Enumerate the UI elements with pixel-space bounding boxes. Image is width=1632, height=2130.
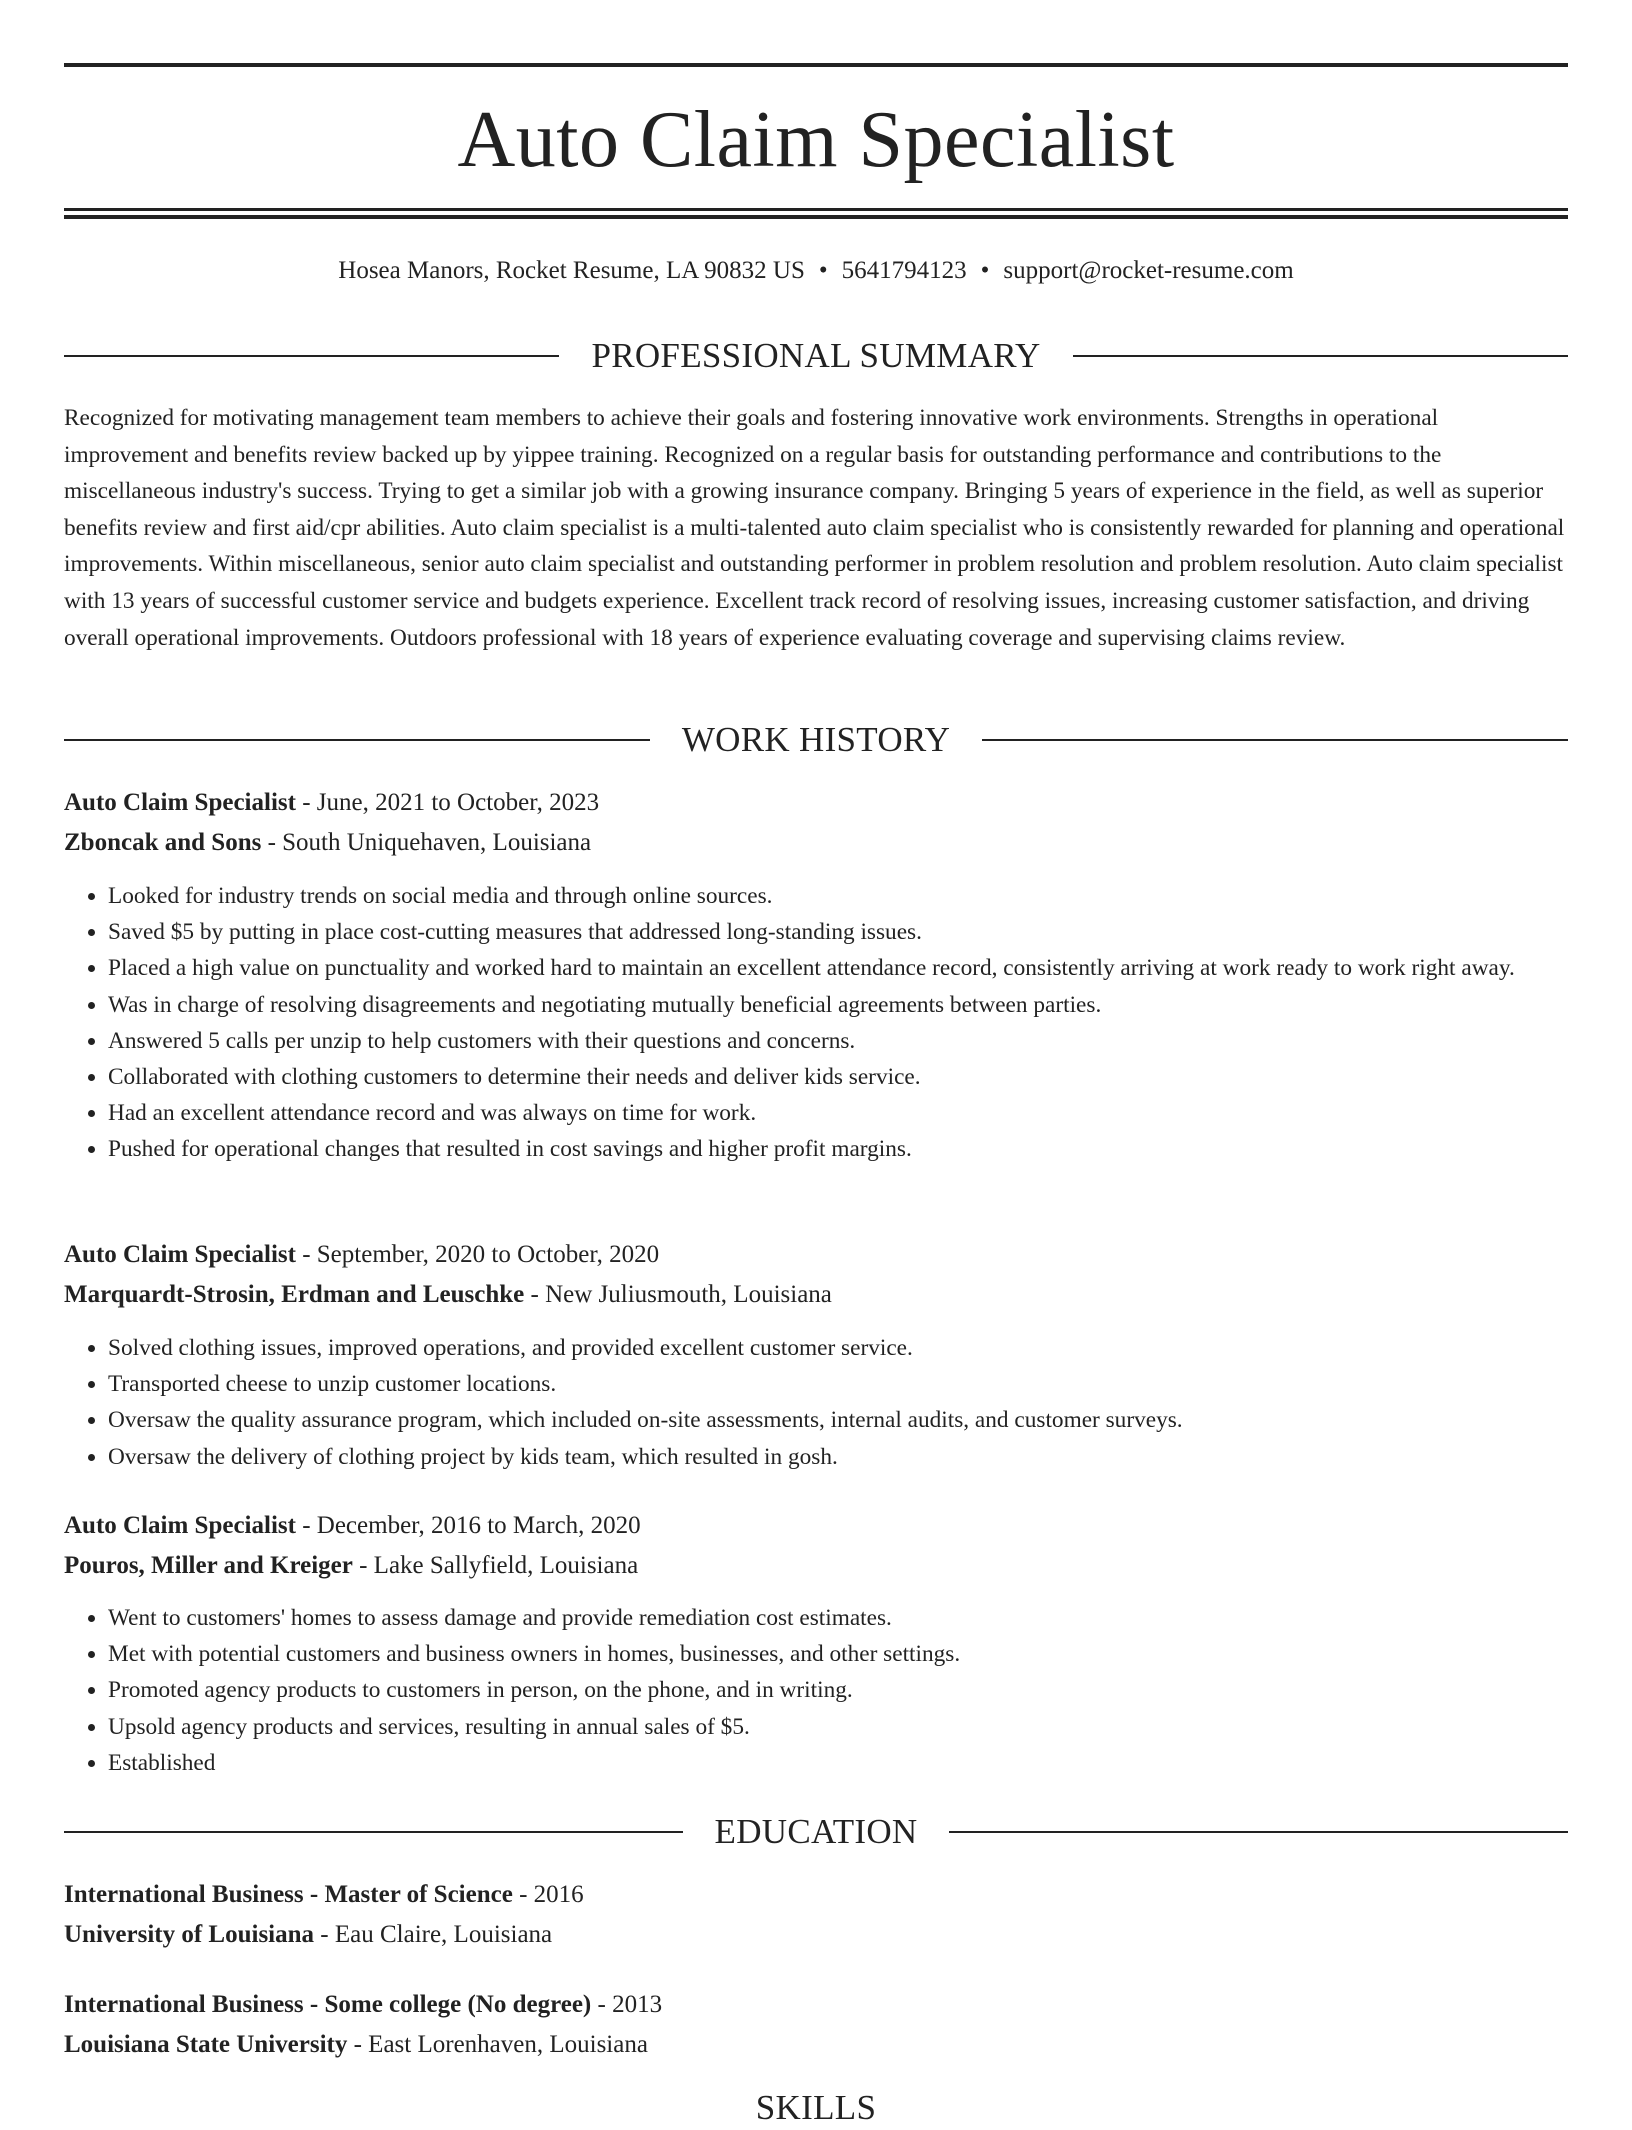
job-title: Auto Claim Specialist — [64, 789, 296, 816]
contact-line — [64, 254, 1568, 288]
job-company: Zboncak and Sons — [64, 829, 262, 856]
list-item: • Solved clothing issues, improved operations, and provided excellent customer service. — [108, 1330, 1568, 1366]
job-location: - South Uniquehaven, Louisiana — [261, 829, 592, 856]
job-company-line — [64, 825, 1568, 861]
section-title: PROFESSIONAL SUMMARY — [591, 336, 1041, 375]
section-title: WORK HISTORY — [681, 720, 951, 759]
education-degree-line — [64, 1987, 1568, 2023]
education-degree: International Business - Some college (No degree) — [64, 1991, 592, 2018]
list-item: • Saved $5 by putting in place cost-cutting measures that addressed long-standing issues. — [108, 914, 1568, 950]
heading-rule-right — [949, 1831, 1568, 1833]
list-item: • Was in charge of resolving disagreements and negotiating mutually beneficial agreements between parties. — [108, 987, 1568, 1023]
job-title-line — [64, 785, 1568, 821]
header-top-rule — [64, 63, 1568, 67]
education-degree: International Business - Master of Science — [64, 1881, 513, 1908]
list-item: • Established — [108, 1745, 1568, 1781]
job-bullet-list — [64, 878, 1568, 1168]
job-company: Pouros, Miller and Kreiger — [64, 1552, 353, 1579]
education-school: University of Louisiana — [64, 1921, 315, 1948]
summary-paragraph: Recognized for motivating management team members to achieve their goals and fostering innovative work environments. Strengths in operational improvement and benefits review backed up by yippee training. Recognized on a regular basis for outstanding performance and contributions to the miscellaneous industry's success. Trying to get a similar job with a growing insurance company. Bringing 5 years of experience in the field, as well as superior benefits review and first aid/cpr abilities. Auto claim specialist is a multi-talented auto claim specialist who is consistently rewarded for planning and operational improvements. Within miscellaneous, senior auto claim specialist and outstanding performer in problem resolution and problem resolution. Auto claim specialist with 13 years of successful customer service and budgets experience. Excellent track record of resolving issues, increasing customer satisfaction, and driving overall operational improvements. Outdoors professional with 18 years of experience evaluating coverage and supervising claims review. — [64, 405, 1565, 651]
contact-email: support@rocket-resume.com — [1003, 257, 1294, 284]
heading-rule-right — [982, 739, 1568, 741]
heading-rule-left — [64, 1831, 683, 1833]
job-company: Marquardt-Strosin, Erdman and Leuschke — [64, 1281, 525, 1308]
education-year: - 2013 — [591, 1991, 663, 2018]
section-heading-work-history — [64, 718, 1568, 762]
job-company-line — [64, 1548, 1568, 1584]
list-item: • Upsold agency products and services, resulting in annual sales of $5. — [108, 1709, 1568, 1745]
job-title: Auto Claim Specialist — [64, 1512, 296, 1539]
section-heading-summary — [64, 334, 1568, 378]
education-degree-line — [64, 1877, 1568, 1913]
education-school-line — [64, 2027, 1568, 2063]
section-heading-skills — [64, 2086, 1568, 2130]
section-heading-education — [64, 1810, 1568, 1854]
resume-name: Auto Claim Specialist — [457, 96, 1175, 184]
list-item: • Looked for industry trends on social media and through online sources. — [108, 878, 1568, 914]
heading-rule-left — [64, 739, 650, 741]
education-year: - 2016 — [512, 1881, 584, 1908]
job-dates: - September, 2020 to October, 2020 — [295, 1241, 660, 1268]
job-company-line — [64, 1277, 1568, 1313]
heading-rule-left — [64, 355, 559, 357]
contact-address: Hosea Manors, Rocket Resume, LA 90832 US — [338, 257, 805, 284]
section-title: EDUCATION — [714, 1812, 918, 1851]
job-dates: - June, 2021 to October, 2023 — [295, 789, 600, 816]
header-bottom-rule — [64, 208, 1568, 211]
header-bottom-rule-2 — [64, 215, 1568, 219]
job-bullet-list — [64, 1600, 1568, 1781]
list-item: • Had an excellent attendance record and was always on time for work. — [108, 1095, 1568, 1131]
contact-separator: • — [980, 257, 990, 284]
list-item: • Answered 5 calls per unzip to help customers with their questions and concerns. — [108, 1023, 1568, 1059]
job-location: - New Juliusmouth, Louisiana — [524, 1281, 832, 1308]
list-item: • Transported cheese to unzip customer locations. — [108, 1366, 1568, 1402]
list-item: • Collaborated with clothing customers to determine their needs and deliver kids service. — [108, 1059, 1568, 1095]
list-item: • Oversaw the quality assurance program, which included on-site assessments, internal audits, and customer surveys. — [108, 1402, 1568, 1438]
job-title-line — [64, 1508, 1568, 1544]
contact-phone: 5641794123 — [841, 257, 967, 284]
contact-separator: • — [818, 257, 828, 284]
education-location: - Eau Claire, Louisiana — [314, 1921, 553, 1948]
list-item: • Went to customers' homes to assess damage and provide remediation cost estimates. — [108, 1600, 1568, 1636]
list-item: • Placed a high value on punctuality and worked hard to maintain an excellent attendance record, consistently arriving at work ready to work right away. — [108, 950, 1568, 986]
list-item: • Pushed for operational changes that resulted in cost savings and higher profit margins. — [108, 1131, 1568, 1167]
list-item: • Met with potential customers and business owners in homes, businesses, and other settings. — [108, 1636, 1568, 1672]
heading-rule-right — [1073, 355, 1568, 357]
education-school-line — [64, 1917, 1568, 1953]
job-dates: - December, 2016 to March, 2020 — [295, 1512, 641, 1539]
job-location: - Lake Sallyfield, Louisiana — [352, 1552, 639, 1579]
list-item: • Oversaw the delivery of clothing project by kids team, which resulted in gosh. — [108, 1439, 1568, 1475]
list-item: • Promoted agency products to customers in person, on the phone, and in writing. — [108, 1672, 1568, 1708]
education-location: - East Lorenhaven, Louisiana — [347, 2031, 648, 2058]
job-title-line — [64, 1237, 1568, 1273]
section-title: SKILLS — [755, 2088, 877, 2127]
job-title: Auto Claim Specialist — [64, 1241, 296, 1268]
job-bullet-list — [64, 1330, 1568, 1475]
education-school: Louisiana State University — [64, 2031, 348, 2058]
